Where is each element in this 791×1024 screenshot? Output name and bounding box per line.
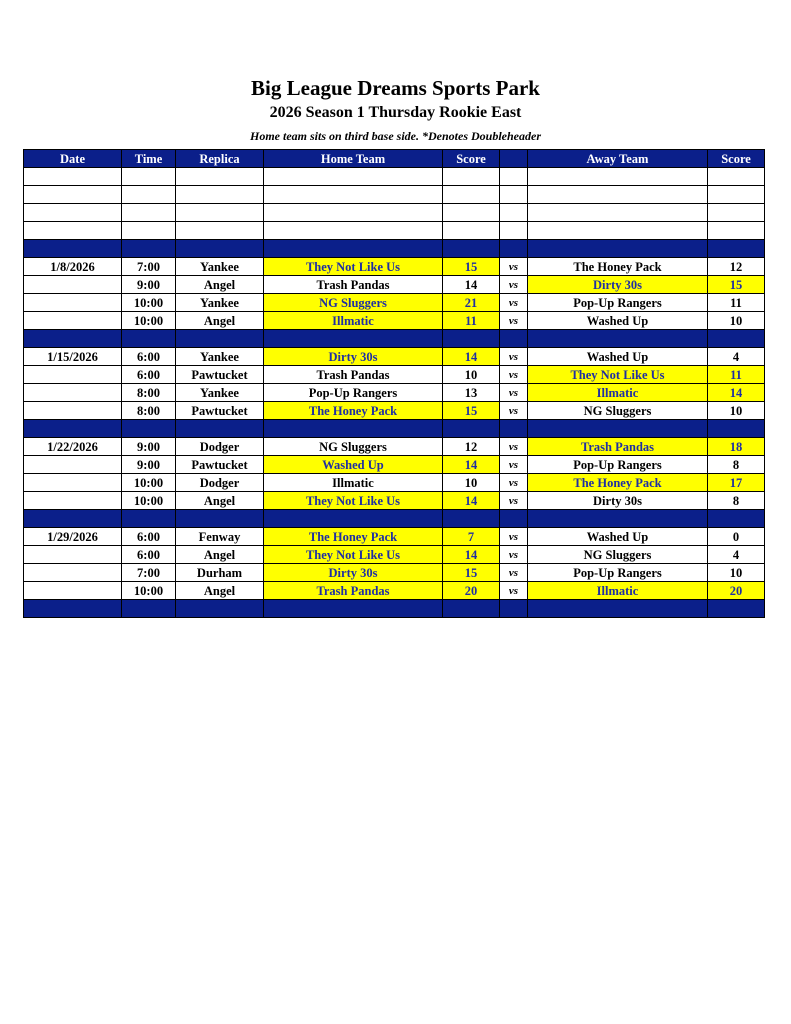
time-cell: 10:00 (122, 492, 176, 510)
away-score-cell: 15 (708, 276, 765, 294)
home-score-cell: 14 (443, 276, 500, 294)
blank-cell (443, 204, 500, 222)
separator-cell (528, 510, 708, 528)
home-score-cell: 14 (443, 348, 500, 366)
page-note: Home team sits on third base side. *Denotes Doubleheader (250, 129, 541, 143)
separator-cell (176, 600, 264, 618)
date-cell (24, 402, 122, 420)
table-row (24, 582, 765, 600)
replica-cell: Yankee (176, 348, 264, 366)
date-cell: 1/29/2026 (24, 528, 122, 546)
separator-cell (500, 600, 528, 618)
blank-cell (500, 222, 528, 240)
blank-cell (500, 168, 528, 186)
vs-cell: vs (500, 528, 528, 546)
replica-cell: Yankee (176, 258, 264, 276)
replica-cell: Yankee (176, 384, 264, 402)
blank-cell (528, 186, 708, 204)
home-score-cell: 10 (443, 474, 500, 492)
home-score-cell: 15 (443, 564, 500, 582)
vs-cell: vs (500, 258, 528, 276)
col-header-date: Date (24, 150, 122, 168)
time-cell: 10:00 (122, 474, 176, 492)
home-score-cell: 11 (443, 312, 500, 330)
time-cell: 6:00 (122, 348, 176, 366)
time-cell: 9:00 (122, 456, 176, 474)
time-cell: 9:00 (122, 438, 176, 456)
replica-cell: Pawtucket (176, 366, 264, 384)
separator-cell (500, 510, 528, 528)
separator-cell (443, 240, 500, 258)
separator-cell (443, 330, 500, 348)
blank-row (24, 222, 765, 240)
separator-cell (443, 510, 500, 528)
home-score-cell: 14 (443, 456, 500, 474)
separator-cell (24, 420, 122, 438)
table-row (24, 564, 765, 582)
away-team-cell: NG Sluggers (528, 546, 708, 564)
vs-cell: vs (500, 366, 528, 384)
away-score-cell: 18 (708, 438, 765, 456)
separator-cell (176, 330, 264, 348)
table-row (24, 366, 765, 384)
date-cell (24, 582, 122, 600)
blank-cell (24, 222, 122, 240)
separator-cell (708, 240, 765, 258)
separator-cell (264, 240, 443, 258)
table-row (24, 276, 765, 294)
table-row (24, 384, 765, 402)
table-row (24, 348, 765, 366)
blank-cell (264, 222, 443, 240)
blank-cell (528, 204, 708, 222)
separator-cell (176, 420, 264, 438)
separator-cell (708, 420, 765, 438)
away-team-cell: Dirty 30s (528, 492, 708, 510)
time-cell: 8:00 (122, 384, 176, 402)
replica-cell: Pawtucket (176, 456, 264, 474)
away-team-cell: Dirty 30s (528, 276, 708, 294)
date-cell (24, 294, 122, 312)
home-team-cell: The Honey Pack (264, 528, 443, 546)
table-row (24, 402, 765, 420)
separator-cell (708, 330, 765, 348)
blank-cell (528, 168, 708, 186)
separator-cell (443, 420, 500, 438)
time-cell: 6:00 (122, 546, 176, 564)
replica-cell: Fenway (176, 528, 264, 546)
away-team-cell: The Honey Pack (528, 258, 708, 276)
date-cell: 1/22/2026 (24, 438, 122, 456)
blank-cell (176, 186, 264, 204)
table-row (24, 474, 765, 492)
replica-cell: Dodger (176, 438, 264, 456)
table-row (24, 456, 765, 474)
vs-cell: vs (500, 384, 528, 402)
table-row (24, 438, 765, 456)
blank-cell (264, 186, 443, 204)
away-team-cell: Pop-Up Rangers (528, 456, 708, 474)
away-team-cell: Pop-Up Rangers (528, 294, 708, 312)
home-score-cell: 15 (443, 402, 500, 420)
time-cell: 7:00 (122, 564, 176, 582)
separator-row (24, 240, 765, 258)
vs-cell: vs (500, 348, 528, 366)
blank-cell (500, 204, 528, 222)
blank-cell (176, 222, 264, 240)
home-score-cell: 7 (443, 528, 500, 546)
table-header (24, 150, 765, 168)
separator-cell (528, 420, 708, 438)
time-cell: 6:00 (122, 366, 176, 384)
replica-cell: Dodger (176, 474, 264, 492)
replica-cell: Angel (176, 492, 264, 510)
separator-cell (24, 510, 122, 528)
blank-cell (24, 204, 122, 222)
home-team-cell: Illmatic (264, 474, 443, 492)
home-team-cell: Trash Pandas (264, 582, 443, 600)
blank-cell (176, 168, 264, 186)
separator-cell (528, 330, 708, 348)
away-score-cell: 10 (708, 312, 765, 330)
blank-cell (708, 186, 765, 204)
separator-cell (122, 510, 176, 528)
away-score-cell: 10 (708, 564, 765, 582)
replica-cell: Angel (176, 276, 264, 294)
away-team-cell: Washed Up (528, 348, 708, 366)
home-score-cell: 14 (443, 546, 500, 564)
home-team-cell: Illmatic (264, 312, 443, 330)
home-team-cell: NG Sluggers (264, 438, 443, 456)
separator-cell (122, 240, 176, 258)
away-score-cell: 4 (708, 546, 765, 564)
replica-cell: Durham (176, 564, 264, 582)
table-row (24, 546, 765, 564)
away-score-cell: 8 (708, 456, 765, 474)
home-team-cell: Pop-Up Rangers (264, 384, 443, 402)
home-team-cell: Dirty 30s (264, 348, 443, 366)
away-score-cell: 0 (708, 528, 765, 546)
time-cell: 10:00 (122, 312, 176, 330)
vs-cell: vs (500, 456, 528, 474)
separator-cell (264, 600, 443, 618)
date-cell (24, 546, 122, 564)
table-row (24, 492, 765, 510)
blank-cell (500, 186, 528, 204)
away-team-cell: Illmatic (528, 384, 708, 402)
home-team-cell: They Not Like Us (264, 258, 443, 276)
home-team-cell: They Not Like Us (264, 546, 443, 564)
separator-cell (708, 510, 765, 528)
table-body (24, 168, 765, 618)
blank-cell (24, 186, 122, 204)
date-cell: 1/15/2026 (24, 348, 122, 366)
away-team-cell: They Not Like Us (528, 366, 708, 384)
vs-cell: vs (500, 276, 528, 294)
date-cell (24, 312, 122, 330)
vs-cell: vs (500, 474, 528, 492)
replica-cell: Pawtucket (176, 402, 264, 420)
blank-row (24, 204, 765, 222)
home-team-cell: Dirty 30s (264, 564, 443, 582)
away-team-cell: Trash Pandas (528, 438, 708, 456)
separator-cell (122, 420, 176, 438)
blank-cell (122, 168, 176, 186)
home-score-cell: 15 (443, 258, 500, 276)
time-cell: 10:00 (122, 582, 176, 600)
separator-cell (500, 420, 528, 438)
blank-cell (443, 168, 500, 186)
vs-cell: vs (500, 492, 528, 510)
blank-cell (122, 186, 176, 204)
vs-cell: vs (500, 582, 528, 600)
blank-cell (264, 204, 443, 222)
separator-row (24, 510, 765, 528)
page-title: Big League Dreams Sports Park (251, 76, 540, 100)
away-score-cell: 4 (708, 348, 765, 366)
col-header-time: Time (122, 150, 176, 168)
blank-cell (176, 204, 264, 222)
home-score-cell: 10 (443, 366, 500, 384)
home-team-cell: Trash Pandas (264, 276, 443, 294)
separator-cell (264, 420, 443, 438)
table-row (24, 528, 765, 546)
home-team-cell: They Not Like Us (264, 492, 443, 510)
home-score-cell: 21 (443, 294, 500, 312)
home-score-cell: 20 (443, 582, 500, 600)
blank-cell (708, 168, 765, 186)
table-row (24, 312, 765, 330)
separator-cell (264, 510, 443, 528)
blank-cell (443, 186, 500, 204)
away-score-cell: 20 (708, 582, 765, 600)
separator-cell (264, 330, 443, 348)
away-team-cell: Illmatic (528, 582, 708, 600)
date-cell (24, 366, 122, 384)
blank-cell (708, 204, 765, 222)
away-score-cell: 12 (708, 258, 765, 276)
away-team-cell: Washed Up (528, 312, 708, 330)
date-cell (24, 492, 122, 510)
date-cell (24, 276, 122, 294)
away-score-cell: 8 (708, 492, 765, 510)
date-cell: 1/8/2026 (24, 258, 122, 276)
separator-row (24, 600, 765, 618)
blank-cell (708, 222, 765, 240)
replica-cell: Yankee (176, 294, 264, 312)
time-cell: 7:00 (122, 258, 176, 276)
vs-cell: vs (500, 546, 528, 564)
date-cell (24, 564, 122, 582)
separator-cell (443, 600, 500, 618)
home-score-cell: 12 (443, 438, 500, 456)
away-score-cell: 11 (708, 294, 765, 312)
col-header-away-team: Away Team (528, 150, 708, 168)
vs-cell: vs (500, 294, 528, 312)
separator-cell (500, 240, 528, 258)
separator-row (24, 330, 765, 348)
blank-row (24, 168, 765, 186)
separator-cell (122, 600, 176, 618)
date-cell (24, 384, 122, 402)
date-cell (24, 456, 122, 474)
table-row (24, 294, 765, 312)
replica-cell: Angel (176, 312, 264, 330)
time-cell: 9:00 (122, 276, 176, 294)
home-team-cell: Washed Up (264, 456, 443, 474)
away-team-cell: NG Sluggers (528, 402, 708, 420)
col-header-away-score: Score (708, 150, 765, 168)
col-header-replica: Replica (176, 150, 264, 168)
separator-cell (176, 240, 264, 258)
separator-cell (528, 240, 708, 258)
separator-cell (24, 330, 122, 348)
home-team-cell: NG Sluggers (264, 294, 443, 312)
home-score-cell: 14 (443, 492, 500, 510)
separator-cell (176, 510, 264, 528)
home-team-cell: Trash Pandas (264, 366, 443, 384)
time-cell: 8:00 (122, 402, 176, 420)
away-team-cell: Pop-Up Rangers (528, 564, 708, 582)
blank-cell (24, 168, 122, 186)
separator-cell (528, 600, 708, 618)
schedule-table (23, 149, 765, 618)
separator-row (24, 420, 765, 438)
date-cell (24, 474, 122, 492)
blank-cell (443, 222, 500, 240)
home-score-cell: 13 (443, 384, 500, 402)
replica-cell: Angel (176, 582, 264, 600)
blank-row (24, 186, 765, 204)
page-subtitle: 2026 Season 1 Thursday Rookie East (269, 104, 522, 121)
away-score-cell: 14 (708, 384, 765, 402)
away-team-cell: The Honey Pack (528, 474, 708, 492)
table-row (24, 258, 765, 276)
away-score-cell: 11 (708, 366, 765, 384)
separator-cell (122, 330, 176, 348)
vs-cell: vs (500, 312, 528, 330)
home-team-cell: The Honey Pack (264, 402, 443, 420)
blank-cell (122, 222, 176, 240)
away-score-cell: 17 (708, 474, 765, 492)
away-score-cell: 10 (708, 402, 765, 420)
blank-cell (264, 168, 443, 186)
time-cell: 10:00 (122, 294, 176, 312)
separator-cell (500, 330, 528, 348)
blank-cell (528, 222, 708, 240)
time-cell: 6:00 (122, 528, 176, 546)
col-header-home-team: Home Team (264, 150, 443, 168)
vs-cell: vs (500, 402, 528, 420)
separator-cell (24, 240, 122, 258)
separator-cell (708, 600, 765, 618)
separator-cell (24, 600, 122, 618)
away-team-cell: Washed Up (528, 528, 708, 546)
col-header-vs (500, 150, 528, 168)
replica-cell: Angel (176, 546, 264, 564)
vs-cell: vs (500, 564, 528, 582)
col-header-home-score: Score (443, 150, 500, 168)
vs-cell: vs (500, 438, 528, 456)
blank-cell (122, 204, 176, 222)
